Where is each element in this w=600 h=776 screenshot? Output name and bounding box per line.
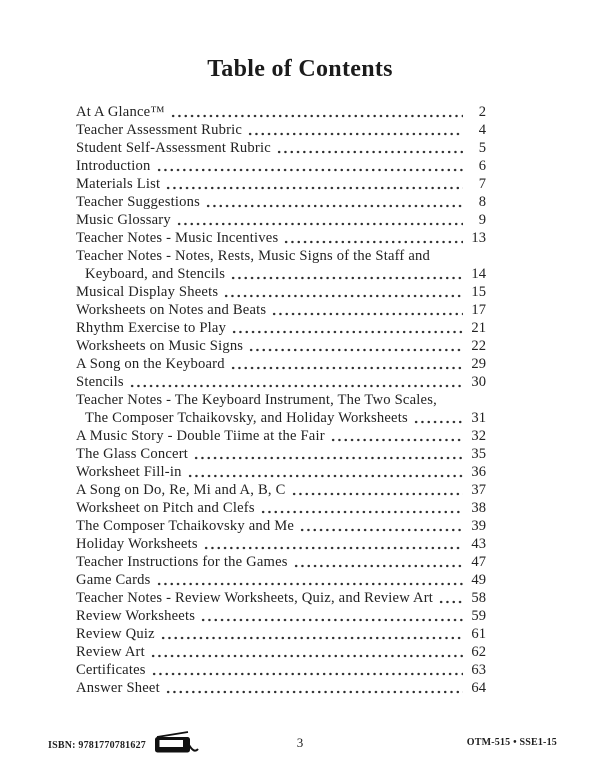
toc-page-number: 4	[478, 122, 486, 138]
toc-dot-leader	[156, 157, 463, 175]
toc-entry-label: Worksheet Fill-in	[76, 464, 182, 480]
toc-entry-label: Certificates	[76, 662, 146, 678]
toc-entry-label: Review Worksheets	[76, 608, 196, 624]
toc-page-number: 30	[471, 374, 486, 390]
toc-page-number: 37	[471, 482, 486, 498]
toc-dot-leader	[271, 301, 463, 319]
toc-entry-label: The Composer Tchaikovsky and Me	[76, 518, 295, 534]
toc-page-number: 22	[471, 338, 486, 354]
toc-page-number: 14	[471, 266, 486, 282]
toc-page-number: 7	[478, 176, 486, 192]
toc-page-number: 15	[471, 284, 486, 300]
toc-row	[76, 301, 486, 319]
toc-page-number: 17	[471, 302, 486, 318]
toc-row	[76, 679, 486, 697]
toc-row	[76, 535, 486, 553]
toc-entry-label: Game Cards	[76, 572, 151, 588]
toc-dot-leader	[151, 661, 463, 679]
toc-page-number: 8	[478, 194, 486, 210]
toc-row	[76, 391, 486, 409]
toc-entry-label: The Glass Concert	[76, 446, 189, 462]
toc-entry-label: Stencils	[76, 374, 124, 390]
toc-row	[76, 445, 486, 463]
toc-page-number: 59	[471, 608, 486, 624]
toc-row	[76, 589, 486, 607]
toc-entry-label: Holiday Worksheets	[76, 536, 198, 552]
toc-row	[76, 247, 486, 265]
toc-dot-leader	[129, 373, 463, 391]
toc-dot-leader	[165, 175, 463, 193]
toc-entry-label: Musical Display Sheets	[76, 284, 219, 300]
toc-dot-leader	[299, 517, 463, 535]
toc-dot-leader	[160, 625, 463, 643]
toc-page-number: 21	[471, 320, 486, 336]
toc-entry-label: Teacher Notes - Review Worksheets, Quiz, and Review Art	[76, 590, 434, 606]
toc-dot-leader	[230, 265, 463, 283]
toc-row	[76, 571, 486, 589]
toc-row	[76, 139, 486, 157]
toc-entry-label: A Song on the Keyboard	[76, 356, 225, 372]
toc-dot-leader	[230, 355, 463, 373]
toc-entry-label: Review Quiz	[76, 626, 155, 642]
toc-dot-leader	[260, 499, 463, 517]
toc-dot-leader	[248, 337, 463, 355]
toc-row	[76, 265, 486, 283]
toc-entry-label: Introduction	[76, 158, 151, 174]
toc-dot-leader	[413, 409, 463, 427]
toc-row	[76, 283, 486, 301]
toc-page-number: 13	[471, 230, 486, 246]
toc-row	[76, 175, 486, 193]
toc-entry-label: Materials List	[76, 176, 161, 192]
toc-entry-label: At A Glance™	[76, 104, 165, 120]
toc-row	[76, 499, 486, 517]
toc-dot-leader	[156, 571, 463, 589]
toc-row	[76, 517, 486, 535]
toc-page-number: 6	[478, 158, 486, 174]
toc-row	[76, 481, 486, 499]
toc-entry-label: Student Self-Assessment Rubric	[76, 140, 271, 156]
toc-entry-label: Teacher Notes - The Keyboard Instrument, The Two Scales,	[76, 392, 437, 408]
toc-page-number: 61	[471, 626, 486, 642]
toc-row	[76, 337, 486, 355]
toc-dot-leader	[150, 643, 463, 661]
toc-page-number: 29	[471, 356, 486, 372]
toc-row	[76, 625, 486, 643]
toc-row	[76, 463, 486, 481]
toc-page-number: 64	[471, 680, 486, 696]
product-code: OTM-515 • SSE1-15	[466, 737, 557, 748]
toc-entry-label: Teacher Notes - Notes, Rests, Music Signs of the Staff and	[76, 248, 431, 264]
page-title: Table of Contents	[207, 56, 393, 82]
toc-page-number: 49	[471, 572, 486, 588]
toc-entry-label: Teacher Instructions for the Games	[76, 554, 288, 570]
toc-row	[76, 427, 486, 445]
toc-row	[76, 643, 486, 661]
toc-row	[76, 121, 486, 139]
toc-page-number: 31	[471, 410, 486, 426]
toc-row	[76, 103, 486, 121]
toc-list	[76, 103, 486, 697]
toc-row	[76, 193, 486, 211]
toc-entry-label: Worksheets on Notes and Beats	[76, 302, 267, 318]
toc-dot-leader	[330, 427, 463, 445]
toc-page-number: 5	[478, 140, 486, 156]
toc-dot-leader	[187, 463, 463, 481]
toc-entry-label: Answer Sheet	[76, 680, 160, 696]
toc-dot-leader	[176, 211, 463, 229]
toc-page-number: 9	[478, 212, 486, 228]
toc-row	[76, 661, 486, 679]
toc-dot-leader	[291, 481, 463, 499]
toc-entry-label: Worksheets on Music Signs	[76, 338, 244, 354]
toc-dot-leader	[283, 229, 463, 247]
toc-page-number: 47	[471, 554, 486, 570]
toc-row	[76, 355, 486, 373]
toc-row	[76, 409, 486, 427]
toc-dot-leader	[223, 283, 463, 301]
toc-entry-label: Rhythm Exercise to Play	[76, 320, 227, 336]
toc-dot-leader	[247, 121, 463, 139]
toc-page-number: 43	[471, 536, 486, 552]
toc-row	[76, 211, 486, 229]
toc-entry-label: Music Glossary	[76, 212, 171, 228]
isbn-label: ISBN: 9781770781627	[48, 739, 146, 751]
toc-row	[76, 553, 486, 571]
toc-dot-leader	[165, 679, 463, 697]
toc-entry-label: A Music Story - Double Tiime at the Fair	[76, 428, 325, 444]
toc-entry-label: A Song on Do, Re, Mi and A, B, C	[76, 482, 286, 498]
toc-entry-label: The Composer Tchaikovsky, and Holiday Worksheets	[85, 410, 408, 426]
toc-page-number: 35	[471, 446, 486, 462]
toc-row	[76, 229, 486, 247]
toc-dot-leader	[193, 445, 463, 463]
toc-entry-label: Keyboard, and Stencils	[85, 266, 226, 282]
toc-dot-leader	[200, 607, 463, 625]
toc-entry-label: Review Art	[76, 644, 145, 660]
toc-row	[76, 157, 486, 175]
toc-page-number: 2	[478, 104, 486, 120]
toc-page-number: 58	[471, 590, 486, 606]
toc-page-number: 38	[471, 500, 486, 516]
toc-page-number: 32	[471, 428, 486, 444]
footer-page-number: 3	[296, 735, 304, 750]
toc-dot-leader	[205, 193, 463, 211]
toc-row	[76, 319, 486, 337]
toc-dot-leader	[170, 103, 463, 121]
toc-row	[76, 607, 486, 625]
toc-row	[76, 373, 486, 391]
toc-dot-leader	[293, 553, 463, 571]
toc-entry-label: Teacher Assessment Rubric	[76, 122, 243, 138]
toc-entry-label: Teacher Notes - Music Incentives	[76, 230, 279, 246]
toc-page-number: 39	[471, 518, 486, 534]
toc-dot-leader	[438, 589, 463, 607]
toc-page-number: 62	[471, 644, 486, 660]
toc-dot-leader	[276, 139, 463, 157]
toc-entry-label: Teacher Suggestions	[76, 194, 200, 210]
toc-page-number: 36	[471, 464, 486, 480]
toc-dot-leader	[203, 535, 463, 553]
toc-entry-label: Worksheet on Pitch and Clefs	[76, 500, 255, 516]
toc-page-number: 63	[471, 662, 486, 678]
toc-dot-leader	[231, 319, 463, 337]
